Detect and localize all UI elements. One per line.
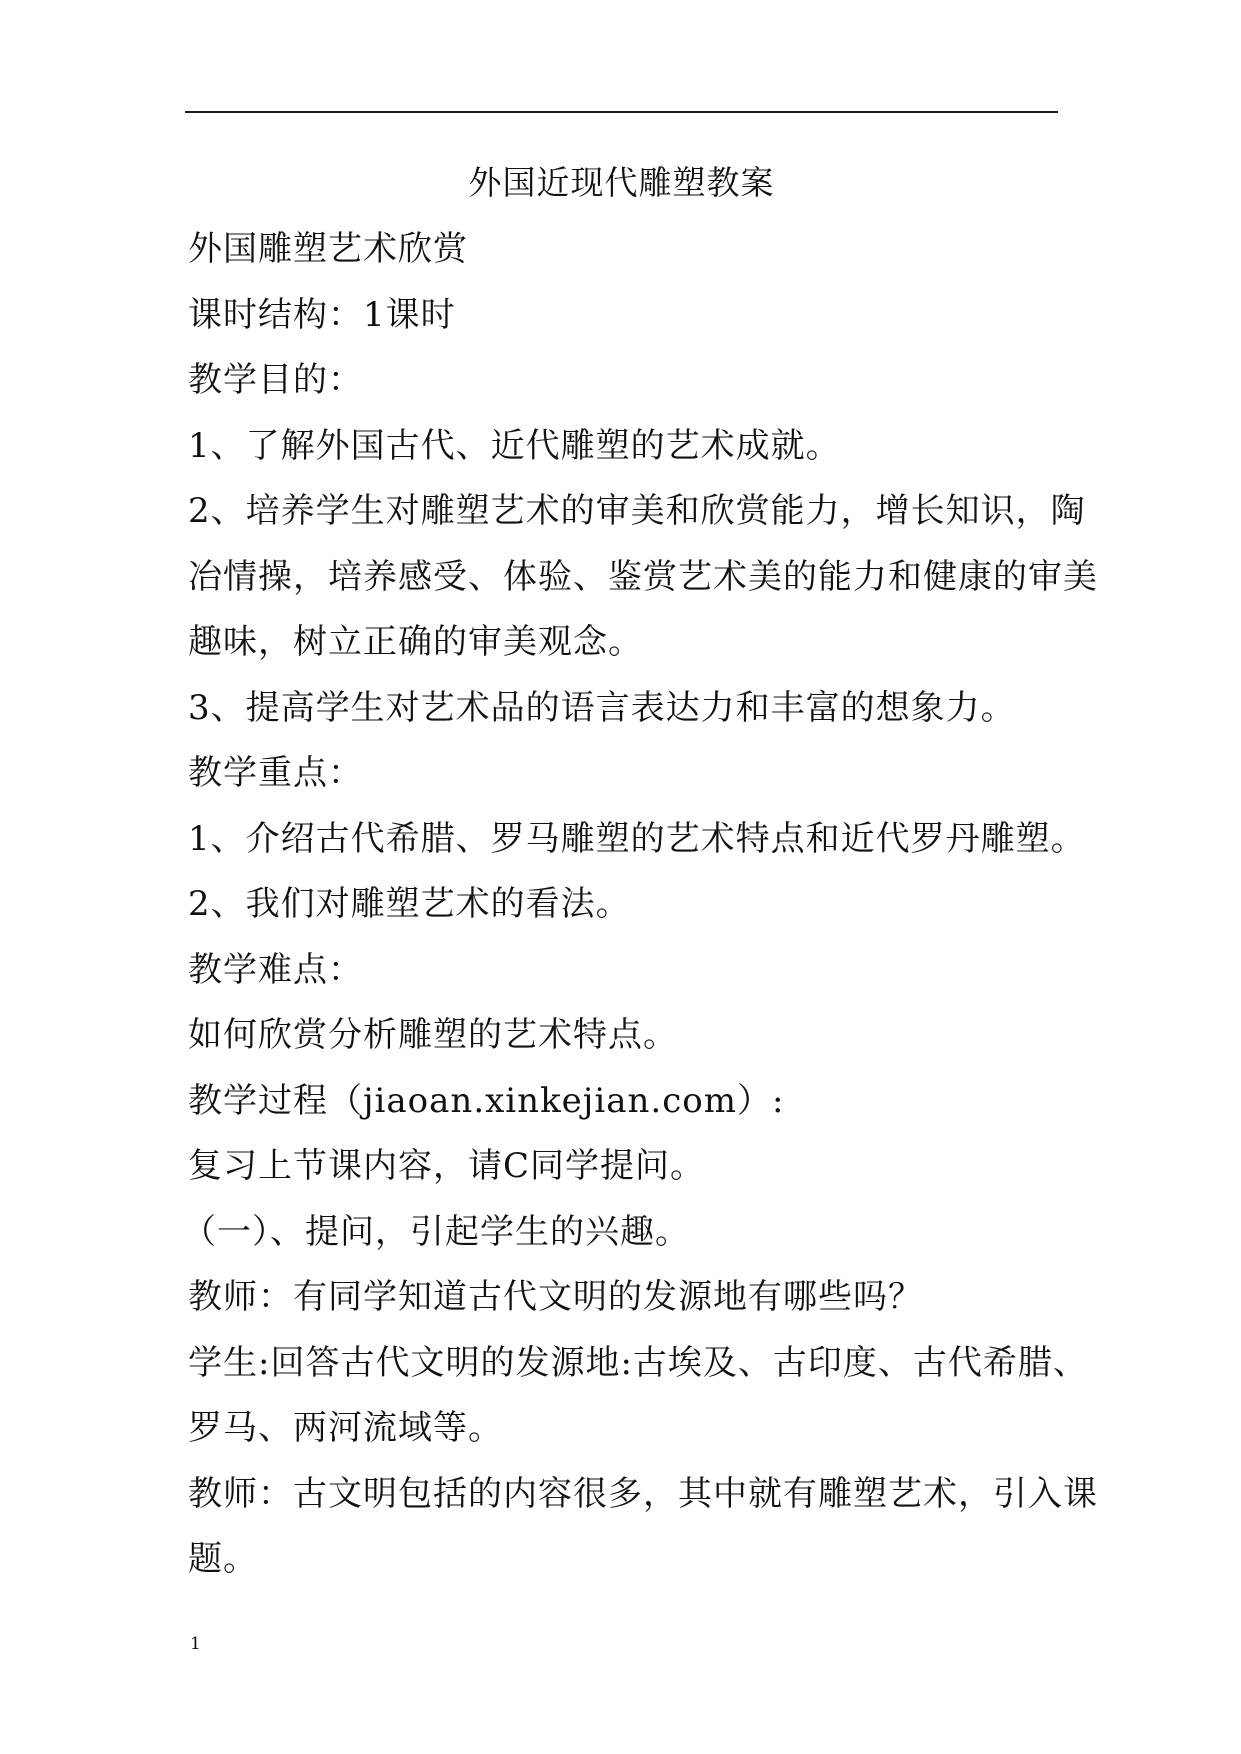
body-line: （一）、提问，引起学生的兴趣。	[182, 1211, 690, 1252]
body-line: 2、我们对雕塑艺术的看法。	[188, 884, 631, 924]
page-number: 1	[190, 1634, 201, 1654]
body-line: 教学难点：	[188, 949, 363, 990]
header-rule	[185, 111, 1058, 113]
body-line: 2、培养学生对雕塑艺术的审美和欣赏能力，增长知识，陶	[188, 491, 1086, 531]
body-line: 学生:回答古代文明的发源地:古埃及、古印度、古代希腊、	[188, 1342, 1088, 1383]
body-line: 教师：有同学知道古代文明的发源地有哪些吗？	[188, 1277, 923, 1317]
body-line: 趣味，树立正确的审美观念。	[188, 622, 643, 662]
body-line: 教学重点：	[188, 753, 363, 793]
body-line: 如何欣赏分析雕塑的艺术特点。	[188, 1015, 678, 1055]
body-line: 题。	[188, 1539, 258, 1579]
body-line: 课时结构：1课时	[188, 294, 456, 335]
body-line: 1、介绍古代希腊、罗马雕塑的艺术特点和近代罗丹雕塑。	[188, 818, 1086, 859]
body-line: 复习上节课内容，请C同学提问。	[188, 1146, 706, 1186]
body-line: 外国雕塑艺术欣赏	[188, 229, 468, 269]
body-line: 冶情操，培养感受、体验、鉴赏艺术美的能力和健康的审美	[188, 556, 1098, 597]
body-line: 教学过程（jiaoan.xinkejian.com）:	[188, 1080, 785, 1121]
body-line: 3、提高学生对艺术品的语言表达力和丰富的想象力。	[188, 687, 1016, 728]
body-line: 罗马、两河流域等。	[188, 1408, 503, 1448]
body-line: 教师：古文明包括的内容很多，其中就有雕塑艺术，引入课	[188, 1473, 1098, 1514]
document-body	[182, 224, 1098, 1600]
document-title: 外国近现代雕塑教案	[468, 163, 775, 202]
body-line: 1、了解外国古代、近代雕塑的艺术成就。	[188, 425, 841, 466]
body-line: 教学目的：	[188, 360, 363, 400]
